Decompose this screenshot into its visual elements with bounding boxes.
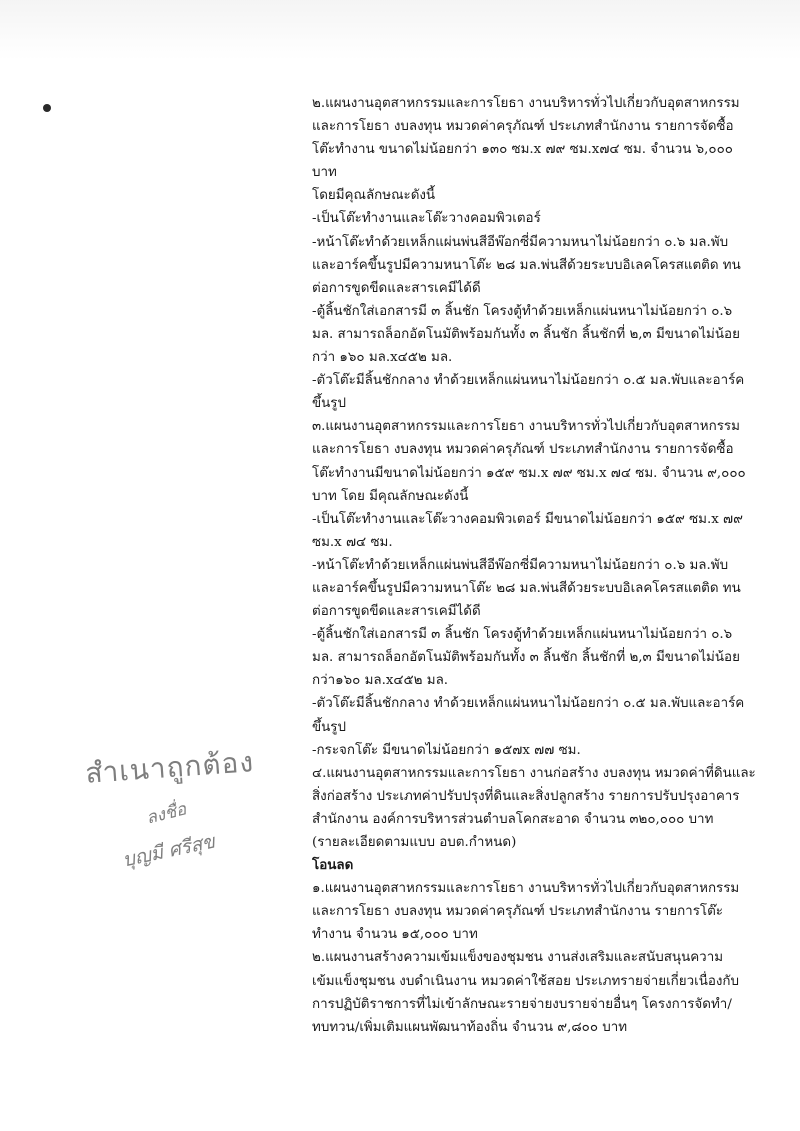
text-line: บาท โดย มีคุณลักษณะดังนี้	[312, 488, 469, 504]
text-line: ต่อการขูดขีดและสารเคมีได้ดี	[312, 604, 481, 620]
text-line: โต๊ะทำงานมีขนาดไม่น้อยกว่า ๑๕๙ ซม.x ๗๙ ซม.x ๗๔ ซม. จำนวน ๙,๐๐๐	[312, 465, 746, 481]
text-line: มล. สามารถล็อกอัตโนมัติพร้อมกันทั้ง ๓ ลิ้นชัก ลิ้นชักที่ ๒,๓ มีขนาดไม่น้อย	[312, 326, 740, 342]
text-line: สำนักงาน องค์การบริหารส่วนตำบลโคกสะอาด จำนวน ๓๒๐,๐๐๐ บาท	[312, 811, 714, 827]
certified-copy-stamp	[84, 745, 279, 892]
text-line: (รายละเอียดตามแบบ อบต.กำหนด)	[312, 835, 517, 850]
text-line: ๔.แผนงานอุตสาหกรรมและการโยธา งานก่อสร้าง งบลงทุน หมวดค่าที่ดินและ	[312, 765, 756, 781]
text-line: การปฏิบัติราชการที่ไม่เข้าลักษณะรายจ่ายงบรายจ่ายอื่นๆ โครงการจัดทำ/	[312, 996, 732, 1012]
text-line: -หน้าโต๊ะทำด้วยเหล็กแผ่นพ่นสีอีพ๊อกซี่มีความหนาไม่น้อยกว่า ๐.๖ มล.พับ	[312, 234, 729, 250]
text-line: ทำงาน จำนวน ๑๕,๐๐๐ บาท	[312, 927, 478, 943]
text-line: -กระจกโต๊ะ มีขนาดไม่น้อยกว่า ๑๕๗x ๗๗ ซม.	[312, 742, 581, 758]
text-line: ต่อการขูดขีดและสารเคมีได้ดี	[312, 280, 481, 296]
text-line: -ตู้ลิ้นชักใส่เอกสารมี ๓ ลิ้นชัก โครงตู้ทำด้วยเหล็กแผ่นหนาไม่น้อยกว่า ๐.๖	[312, 303, 733, 319]
stamp-signature: ลงชื่อ	[144, 799, 189, 829]
text-line: และการโยธา งบลงทุน หมวดค่าครุภัณฑ์ ประเภทสำนักงาน รายการจัดซื้อ	[312, 442, 734, 458]
scan-shadow	[0, 0, 800, 60]
text-line: ๓.แผนงานอุตสาหกรรมและการโยธา งานบริหารทั่วไปเกี่ยวกับอุตสาหกรรม	[312, 419, 740, 435]
text-line: กว่า๑๖๐ มล.x๔๕๒ มล.	[312, 673, 449, 689]
text-line: ทบทวน/เพิ่มเติมแผนพัฒนาท้องถิ่น จำนวน ๙,๘๐๐ บาท	[312, 1019, 628, 1035]
text-line: ซม.x ๗๔ ซม.	[312, 534, 393, 550]
text-line: โต๊ะทำงาน ขนาดไม่น้อยกว่า ๑๓๐ ซม.x ๗๙ ซม.x๗๔ ซม. จำนวน ๖,๐๐๐	[312, 142, 733, 158]
text-line: โดยมีคุณลักษณะดังนี้	[312, 188, 436, 204]
text-line: สิ่งก่อสร้าง ประเภทค่าปรับปรุงที่ดินและสิ่งปลูกสร้าง รายการปรับปรุงอาคาร	[312, 788, 740, 804]
text-line: -ตัวโต๊ะมีลิ้นชักกลาง ทำด้วยเหล็กแผ่นหนาไม่น้อยกว่า ๐.๕ มล.พับและอาร์ค	[312, 373, 745, 389]
punch-mark	[43, 104, 51, 112]
section-heading: โอนลด	[312, 857, 354, 874]
text-line: ขึ้นรูป	[312, 396, 346, 412]
stamp-signer-name: บุญมี ศรีสุข	[120, 830, 217, 872]
text-line: กว่า ๑๖๐ มล.x๔๕๒ มล.	[312, 350, 453, 366]
text-line: และการโยธา งบลงทุน หมวดค่าครุภัณฑ์ ประเภทสำนักงาน รายการจัดซื้อ	[312, 119, 734, 135]
text-line: ๑.แผนงานอุตสาหกรรมและการโยธา งานบริหารทั่วไปเกี่ยวกับอุตสาหกรรม	[312, 881, 740, 897]
text-line: -หน้าโต๊ะทำด้วยเหล็กแผ่นพ่นสีอีพ๊อกซี่มีความหนาไม่น้อยกว่า ๐.๖ มล.พับ	[312, 557, 729, 573]
text-line: และอาร์คขึ้นรูปมีความหนาโต๊ะ ๒๘ มล.พ่นสีด้วยระบบอิเลคโครสแตติด ทน	[312, 580, 741, 596]
document-body	[312, 92, 777, 1039]
text-line: -ตู้ลิ้นชักใส่เอกสารมี ๓ ลิ้นชัก โครงตู้ทำด้วยเหล็กแผ่นหนาไม่น้อยกว่า ๐.๖	[312, 627, 733, 643]
text-line: -เป็นโต๊ะทำงานและโต๊ะวางคอมพิวเตอร์	[312, 211, 541, 227]
text-line: บาท	[312, 165, 337, 181]
text-line: มล. สามารถล็อกอัตโนมัติพร้อมกันทั้ง ๓ ลิ้นชัก ลิ้นชักที่ ๒,๓ มีขนาดไม่น้อย	[312, 650, 740, 666]
text-line: -เป็นโต๊ะทำงานและโต๊ะวางคอมพิวเตอร์ มีขนาดไม่น้อยกว่า ๑๕๙ ซม.x ๗๙	[312, 511, 743, 527]
text-line: และอาร์คขึ้นรูปมีความหนาโต๊ะ ๒๘ มล.พ่นสีด้วยระบบอิเลคโครสแตติด ทน	[312, 257, 741, 273]
text-line: ขึ้นรูป	[312, 719, 346, 735]
text-line: -ตัวโต๊ะมีลิ้นชักกลาง ทำด้วยเหล็กแผ่นหนาไม่น้อยกว่า ๐.๕ มล.พับและอาร์ค	[312, 696, 745, 712]
text-line: ๒.แผนงานสร้างความเข้มแข็งของชุมชน งานส่งเสริมและสนับสนุนความ	[312, 950, 724, 966]
stamp-title: สำเนาถูกต้อง	[84, 745, 256, 790]
text-line: ๒.แผนงานอุตสาหกรรมและการโยธา งานบริหารทั่วไปเกี่ยวกับอุตสาหกรรม	[312, 96, 740, 111]
text-line: เข้มแข็งชุมชน งบดำเนินงาน หมวดค่าใช้สอย ประเภทรายจ่ายเกี่ยวเนื่องกับ	[312, 973, 740, 989]
text-line: และการโยธา งบลงทุน หมวดค่าครุภัณฑ์ ประเภทสำนักงาน รายการโต๊ะ	[312, 904, 723, 920]
